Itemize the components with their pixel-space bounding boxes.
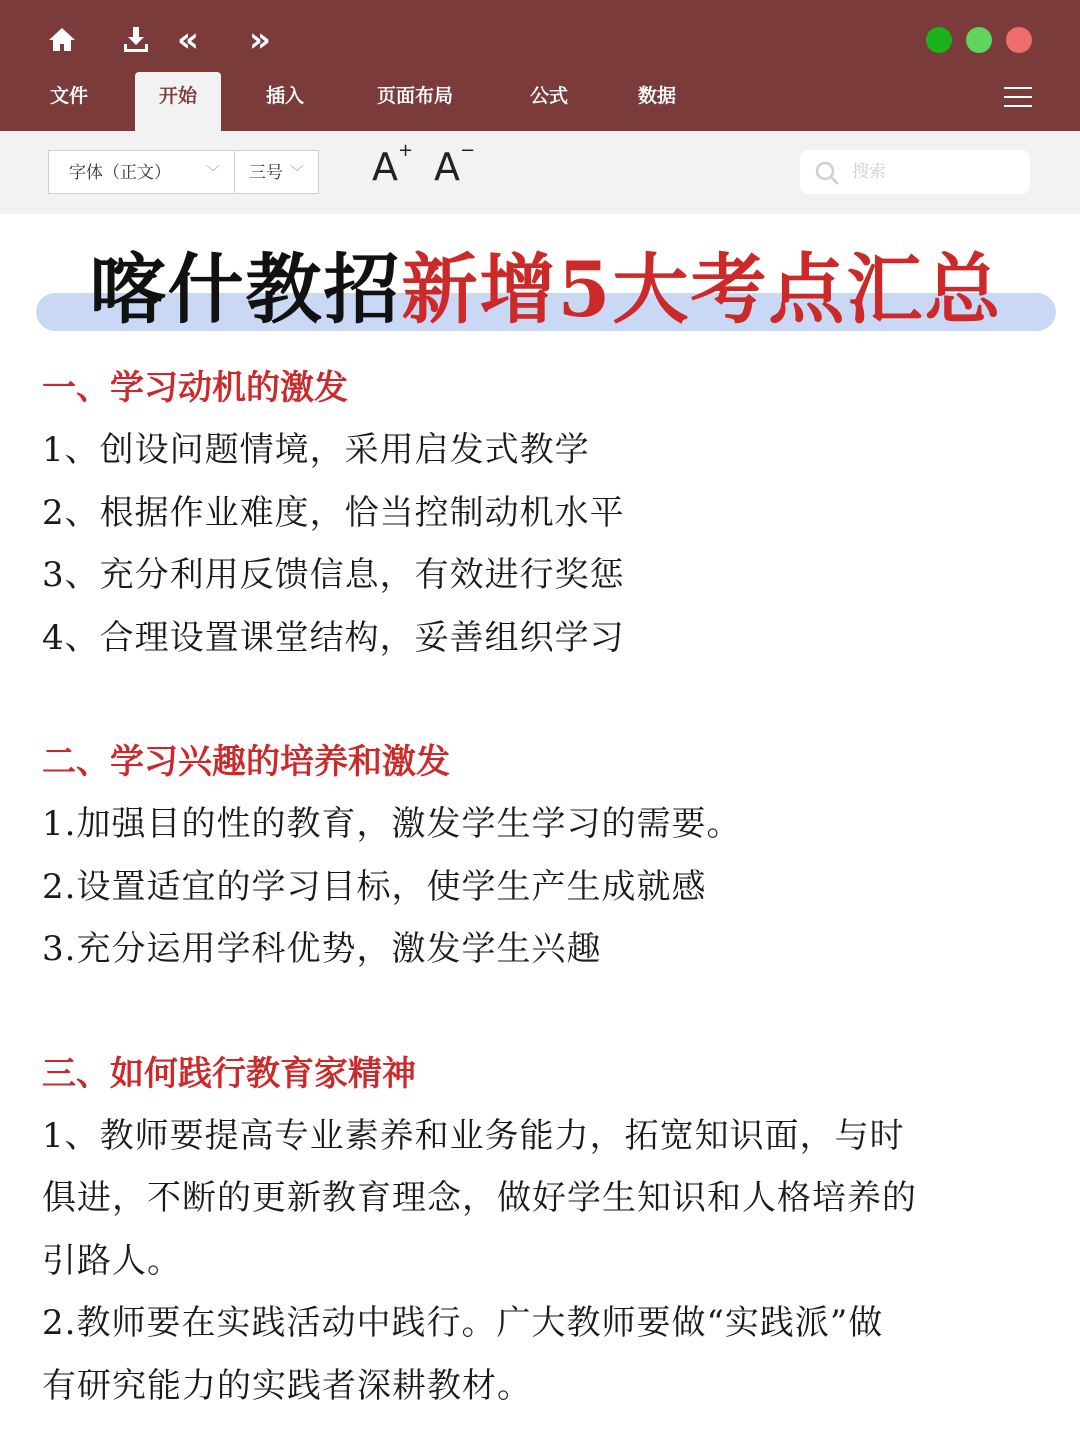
title-black-part: 喀什教招 (89, 245, 402, 334)
decrease-font-letter: A (434, 145, 460, 189)
section-title: 一、学习动机的激发 (42, 368, 348, 408)
list-item: 3.充分运用学科优势，激发学生兴趣 (42, 929, 602, 969)
ribbon-bar (0, 0, 1080, 131)
section-gap (42, 669, 1042, 731)
toolbar (0, 131, 1080, 214)
tab-insert[interactable]: 插入 (265, 85, 304, 107)
document-title (36, 240, 1056, 340)
tab-file[interactable]: 文件 (49, 85, 88, 107)
section-title: 三、如何践行教育家精神 (42, 1053, 416, 1094)
redo-icon[interactable]: » (249, 20, 271, 60)
window-dot-lightgreen[interactable] (966, 27, 992, 53)
list-item: 3、充分利用反馈信息，有效进行奖惩 (42, 555, 625, 595)
increase-font-sign: + (398, 140, 414, 162)
list-item: 有研究能力的实践者深耕教材。 (42, 1365, 532, 1406)
tab-data[interactable]: 数据 (637, 85, 676, 107)
chevron-down-icon: ﹀ (206, 165, 220, 181)
search-input[interactable] (800, 150, 1030, 194)
font-family-value: 字体（正文） (69, 163, 171, 183)
list-item: 俱进，不断的更新教育理念，做好学生知识和人格培养的 (42, 1178, 917, 1218)
list-item: 1.加强目的性的教育，激发学生学习的需要。 (42, 804, 742, 844)
increase-font-button[interactable] (372, 140, 414, 189)
list-item: 2.设置适宜的学习目标，使学生产生成就感 (42, 866, 707, 907)
list-item: 2、根据作业难度，恰当控制动机水平 (42, 492, 625, 533)
decrease-font-sign: − (460, 140, 476, 162)
list-item: 2.教师要在实践活动中践行。广大教师要做“实践派”做 (42, 1303, 884, 1343)
list-item: 引路人。 (42, 1240, 182, 1281)
window-dot-red[interactable] (1006, 27, 1032, 53)
list-item: 4、合理设置课堂结构，妥善组织学习 (42, 617, 625, 658)
font-size-value: 三号 (249, 163, 283, 183)
increase-font-letter: A (372, 145, 398, 189)
font-family-select[interactable] (48, 150, 235, 194)
section-title: 二、学习兴趣的培养和激发 (42, 742, 450, 782)
search-placeholder: 搜索 (852, 162, 886, 182)
hamburger-menu-icon[interactable] (1004, 80, 1032, 114)
document-body (42, 357, 1042, 1417)
tab-formula[interactable]: 公式 (529, 85, 568, 107)
download-icon[interactable] (118, 22, 154, 58)
decrease-font-button[interactable] (434, 140, 476, 189)
title-red-part: 新增5大考点汇总 (401, 245, 1003, 334)
search-icon (814, 160, 840, 186)
list-item: 1、创设问题情境，采用启发式教学 (42, 430, 590, 470)
page-title (36, 240, 1056, 340)
font-size-select[interactable] (234, 150, 319, 194)
home-icon[interactable] (44, 22, 80, 58)
tab-home[interactable]: 开始 (135, 72, 221, 131)
chevron-down-icon: ﹀ (290, 165, 304, 181)
tab-page-layout[interactable]: 页面布局 (376, 85, 453, 107)
window-dot-green[interactable] (926, 27, 952, 53)
undo-icon[interactable]: « (177, 20, 199, 60)
section-gap (42, 981, 1042, 1043)
list-item: 1、教师要提高专业素养和业务能力，拓宽知识面，与时 (42, 1115, 905, 1156)
